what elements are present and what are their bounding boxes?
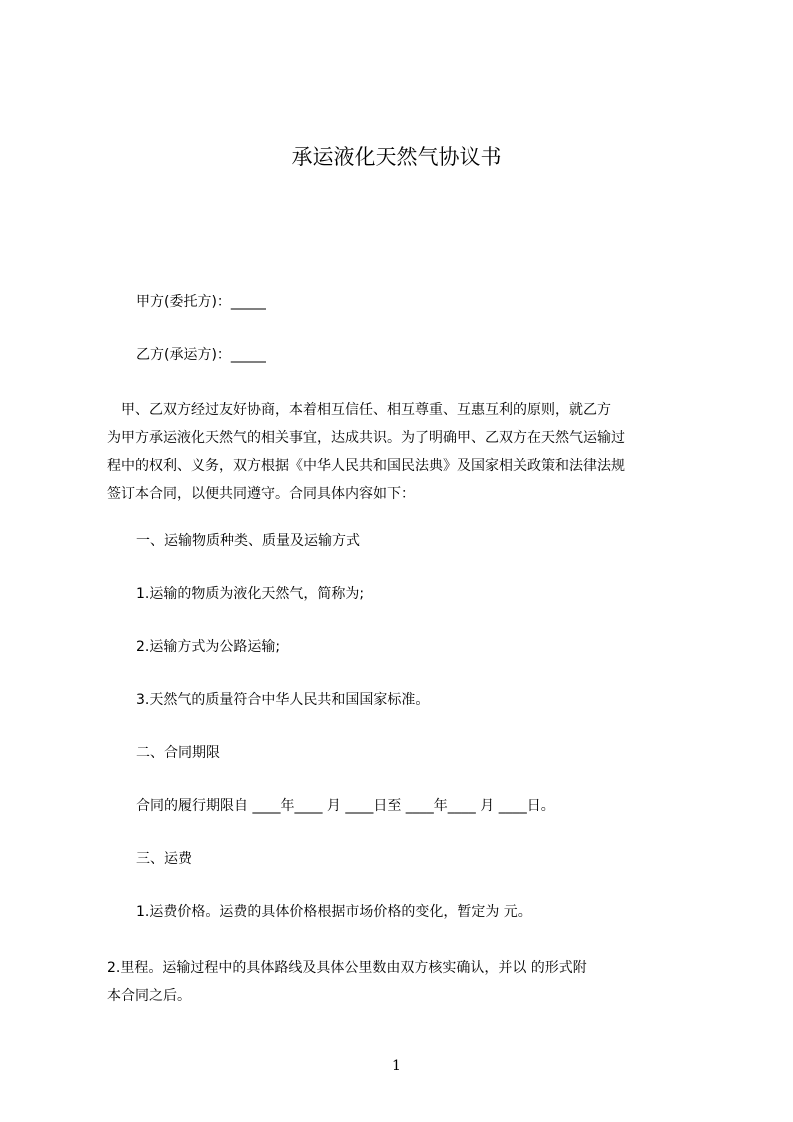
intro-line: 程中的权利、义务，双方根据《中华人民共和国民法典》及国家相关政策和法律法规 — [107, 458, 625, 474]
party-a-line: 甲方(委托方)：_____ — [136, 294, 266, 310]
section-2-heading: 二、合同期限 — [136, 745, 220, 761]
section-2-text: 合同的履行期限自 ____年____ 月 ____日至 ____年____ 月 ____日。 — [136, 798, 555, 814]
section-1-item-1: 1.运输的物质为液化天然气，简称为; — [136, 586, 365, 602]
party-b-line: 乙方(承运方)：_____ — [136, 347, 266, 363]
intro-line: 为甲方承运液化天然气的相关事宜，达成共识。为了明确甲、乙双方在天然气运输过 — [107, 430, 625, 446]
section-1-heading: 一、运输物质种类、质量及运输方式 — [136, 533, 360, 549]
document-title: 承运液化天然气协议书 — [291, 145, 502, 169]
section-1-item-3: 3.天然气的质量符合中华人民共和国国家标准。 — [136, 692, 430, 708]
intro-line: 甲、乙双方经过友好协商，本着相互信任、相互尊重、互惠互利的原则，就乙方 — [107, 402, 611, 418]
section-3-heading: 三、运费 — [136, 851, 192, 867]
page-number: 1 — [392, 1058, 401, 1074]
section-1-item-2: 2.运输方式为公路运输; — [136, 639, 281, 655]
intro-line: 签订本合同，以便共同遵守。合同具体内容如下： — [107, 486, 415, 502]
section-3-item-2 — [107, 954, 667, 1010]
intro-paragraph — [107, 396, 667, 508]
section-3-item-2-line: 本合同之后。 — [107, 988, 191, 1004]
section-3-item-1: 1.运费价格。运费的具体价格根据市场价格的变化，暂定为 元。 — [136, 904, 532, 920]
section-3-item-2-line: 2.里程。运输过程中的具体路线及具体公里数由双方核实确认，并以 的形式附 — [107, 960, 587, 976]
